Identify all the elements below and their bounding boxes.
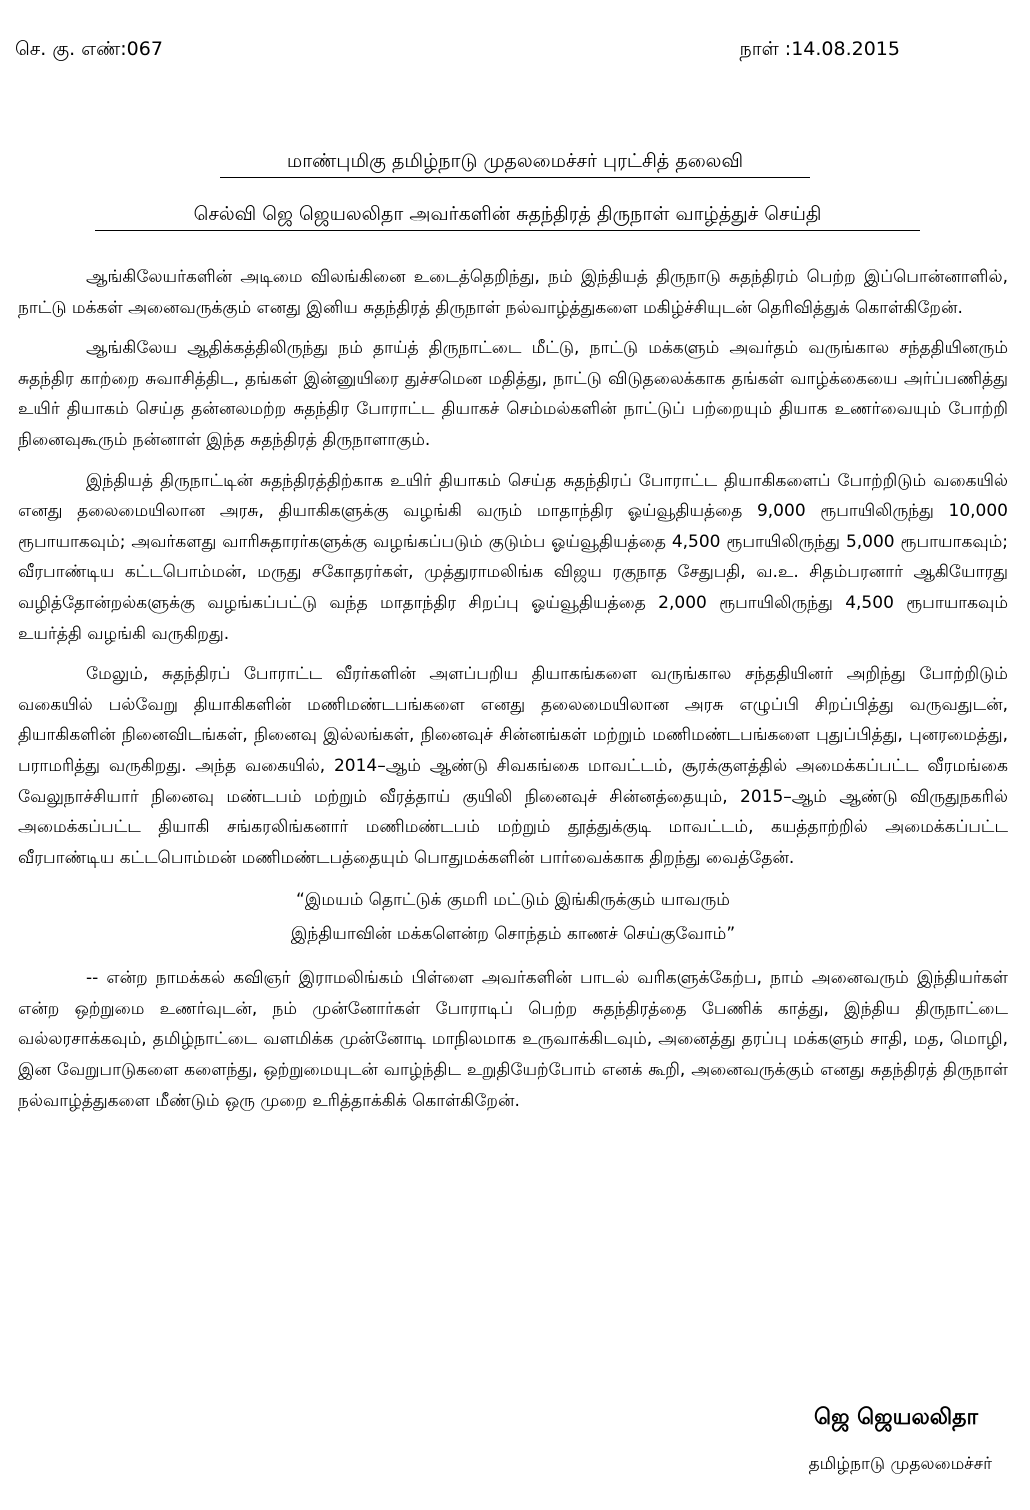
title-line-1: மாண்புமிகு தமிழ்நாடு முதலமைச்சர் புரட்சித் தலைவி <box>220 150 810 178</box>
paragraph-3: இந்தியத் திருநாட்டின் சுதந்திரத்திற்காக உயிர் தியாகம் செய்த சுதந்திரப் போராட்ட தியாகிகளைப் போற்றிடும் வகையில் எனது தலைமையிலான அரசு, தியாகிகளுக்கு வழங்கி வரும் மாதாந்திர ஓய்வூதியத்தை 9,000 ரூபாயிலிருந்து 10,000 ரூபாயாகவும்; அவர்களது வாரிசுதாரர்களுக்கு வழங்கப்படும் குடும்ப ஓய்வூதியத்தை 4,500 ரூபாயிலிருந்து 5,000 ரூபாயாகவும்; வீரபாண்டிய கட்டபொம்மன், மருது சகோதரர்கள், முத்துராமலிங்க விஜய ரகுநாத சேதுபதி, வ.உ. சிதம்பரனார் ஆகியோரது வழித்தோன்றல்களுக்கு வழங்கப்பட்டு வந்த மாதாந்திர சிறப்பு ஓய்வூதியத்தை 2,000 ரூபாயிலிருந்து 4,500 ரூபாயாகவும் உயர்த்தி வழங்கி வருகிறது. <box>18 470 1008 644</box>
poem-quote <box>18 883 1008 951</box>
signature-name: ஜெ ஜெயலலிதா <box>814 1405 978 1430</box>
paragraph-1: ஆங்கிலேயர்களின் அடிமை விலங்கினை உடைத்தெறிந்து, நம் இந்தியத் திருநாடு சுதந்திரம் பெற்ற இப்பொன்னாளில், நாட்டு மக்கள் அனைவருக்கும் எனது இனிய சுதந்திரத் திருநாள் நல்வாழ்த்துகளை மகிழ்ச்சியுடன் தெரிவித்துக் கொள்கிறேன். <box>18 267 1008 318</box>
paragraph-4: மேலும், சுதந்திரப் போராட்ட வீரர்களின் அளப்பறிய தியாகங்களை வருங்கால சந்ததியினர் அறிந்து போற்றிடும் வகையில் பல்வேறு தியாகிகளின் மணிமண்டபங்களை எனது தலைமையிலான அரசு எழுப்பி சிறப்பித்து வருவதுடன், தியாகிகளின் நினைவிடங்கள், நினைவு இல்லங்கள், நினைவுச் சின்னங்கள் மற்றும் மணிமண்டபங்களை புதுப்பித்து, புனரமைத்து, பராமரித்து வருகிறது. அந்த வகையில், 2014–ஆம் ஆண்டு சிவகங்கை மாவட்டம், சூரக்குளத்தில் அமைக்கப்பட்ட வீரமங்கை வேலுநாச்சியார் நினைவு மண்டபம் மற்றும் வீரத்தாய் குயிலி நினைவுச் சின்னத்தையும், 2015–ஆம் ஆண்டு விருதுநகரில் அமைக்கப்பட்ட தியாகி சங்கரலிங்கனார் மணிமண்டபம் மற்றும் தூத்துக்குடி மாவட்டம், கயத்தாற்றில் அமைக்கப்பட்ட வீரபாண்டிய கட்டபொம்மன் மணிமண்டபத்தையும் பொதுமக்களின் பார்வைக்காக திறந்து வைத்தேன். <box>18 664 1008 868</box>
title-line-2: செல்வி ஜெ ஜெயலலிதா அவர்களின் சுதந்திரத் திருநாள் வாழ்த்துச் செய்தி <box>95 203 920 231</box>
quote-line-2: இந்தியாவின் மக்களென்ற சொந்தம் காணச் செய்குவோம்” <box>290 924 736 945</box>
message-body <box>18 262 1008 1126</box>
signature-designation: தமிழ்நாடு முதலமைச்சர் <box>808 1454 992 1474</box>
release-date: நாள் :14.08.2015 <box>739 38 900 60</box>
paragraph-2: ஆங்கிலேய ஆதிக்கத்திலிருந்து நம் தாய்த் திருநாட்டை மீட்டு, நாட்டு மக்களும் அவர்தம் வருங்கால சந்ததியினரும் சுதந்திர காற்றை சுவாசித்திட, தங்கள் இன்னுயிரை துச்சமென மதித்து, நாட்டு விடுதலைக்காக தங்கள் வாழ்க்கையை அர்ப்பணித்து உயிர் தியாகம் செய்த தன்னலமற்ற சுதந்திர போராட்ட தியாகச் செம்மல்களின் நாட்டுப் பற்றையும் தியாக உணர்வையும் போற்றி நினைவுகூரும் நன்னாள் இந்த சுதந்திரத் திருநாளாகும். <box>18 338 1008 450</box>
quote-line-1: “இமயம் தொட்டுக் குமரி மட்டும் இங்கிருக்கும் யாவரும் <box>296 890 730 911</box>
closing-paragraph: -- என்ற நாமக்கல் கவிஞர் இராமலிங்கம் பிள்ளை அவர்களின் பாடல் வரிகளுக்கேற்ப, நாம் அனைவரும் இந்தியர்கள் என்ற ஒற்றுமை உணர்வுடன், நம் முன்னோர்கள் போராடிப் பெற்ற சுதந்திரத்தை பேணிக் காத்து, இந்திய திருநாட்டை வல்லரசாக்கவும், தமிழ்நாட்டை வளமிக்க முன்னோடி மாநிலமாக உருவாக்கிடவும், அனைத்து தரப்பு மக்களும் சாதி, மத, மொழி, இன வேறுபாடுகளை களைந்து, ஒற்றுமையுடன் வாழ்ந்திட உறுதியேற்போம் எனக் கூறி, அனைவருக்கும் எனது சுதந்திரத் திருநாள் நல்வாழ்த்துகளை மீண்டும் ஒரு முறை உரித்தாக்கிக் கொள்கிறேன். <box>18 968 1008 1111</box>
reference-number: செ. கு. எண்:067 <box>15 38 163 60</box>
